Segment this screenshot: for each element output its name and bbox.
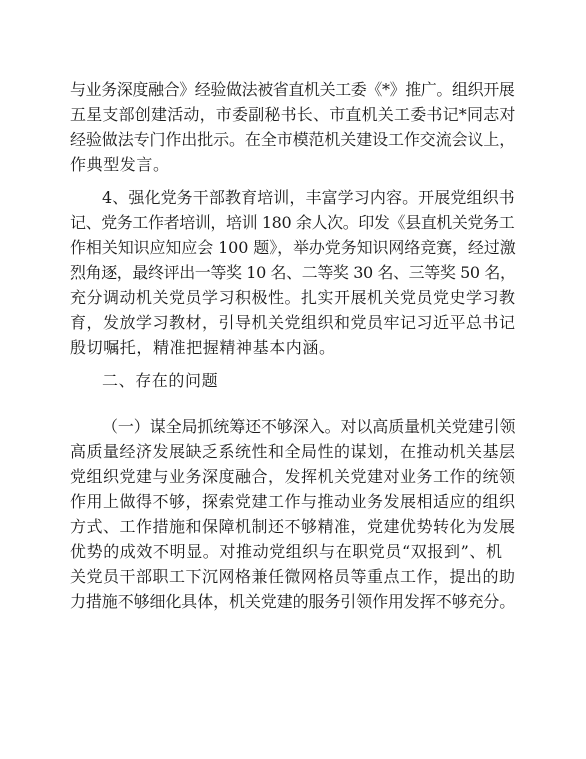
heading-text: 二、存在的问题 <box>102 371 219 390</box>
body-paragraph <box>70 77 516 177</box>
text-line: （一）谋全局抓统筹还不够深入。对以高质量机关党建引领 <box>102 417 516 436</box>
text-line: 方式、工作措施和保障机制还不够精准，党建优势转化为发展 <box>70 517 516 536</box>
text-line: 育，发放学习教材，引导机关党组织和党员牢记习近平总书记 <box>70 313 516 332</box>
text-line: 党组织党建与业务深度融合，发挥机关党建对业务工作的统领 <box>70 467 516 486</box>
text-line: 作相关知识应知应会 100 题》，举办党务知识网络竞赛，经过激 <box>70 238 516 257</box>
text-line: 作典型发言。 <box>70 155 170 174</box>
text-line: 充分调动机关党员学习积极性。扎实开展机关党员党史学习教 <box>70 288 516 307</box>
body-paragraph <box>70 414 516 614</box>
body-paragraph <box>70 185 516 360</box>
text-line: 力措施不够细化具体，机关党建的服务引领作用发挥不够充分。 <box>70 592 516 611</box>
text-line: 作用上做得不够，探索党建工作与推动业务发展相适应的组织 <box>70 492 516 511</box>
text-line: 记、党务工作者培训，培训 180 余人次。印发《县直机关党务工 <box>70 213 515 232</box>
text-line: 与业务深度融合》经验做法被省直机关工委《*》推广。组织开展 <box>70 80 515 99</box>
text-line: 殷切嘱托，精准把握精神基本内涵。 <box>70 338 336 357</box>
text-line: 优势的成效不明显。对推动党组织与在职党员“双报到”、机 <box>70 542 503 561</box>
text-line: 高质量经济发展缺乏系统性和全局性的谋划，在推动机关基层 <box>70 442 516 461</box>
text-line: 4、强化党务干部教育培训，丰富学习内容。开展党组织书 <box>102 188 515 207</box>
text-line: 五星支部创建活动，市委副秘书长、市直机关工委书记*同志对 <box>70 105 516 124</box>
text-line: 经验做法专门作出批示。在全市模范机关建设工作交流会议上， <box>70 130 516 149</box>
text-line: 烈角逐，最终评出一等奖 10 名、二等奖 30 名、三等奖 50 名， <box>70 263 516 282</box>
section-heading <box>70 368 516 393</box>
text-line: 关党员干部职工下沉网格兼任微网格员等重点工作，提出的助 <box>70 567 516 586</box>
